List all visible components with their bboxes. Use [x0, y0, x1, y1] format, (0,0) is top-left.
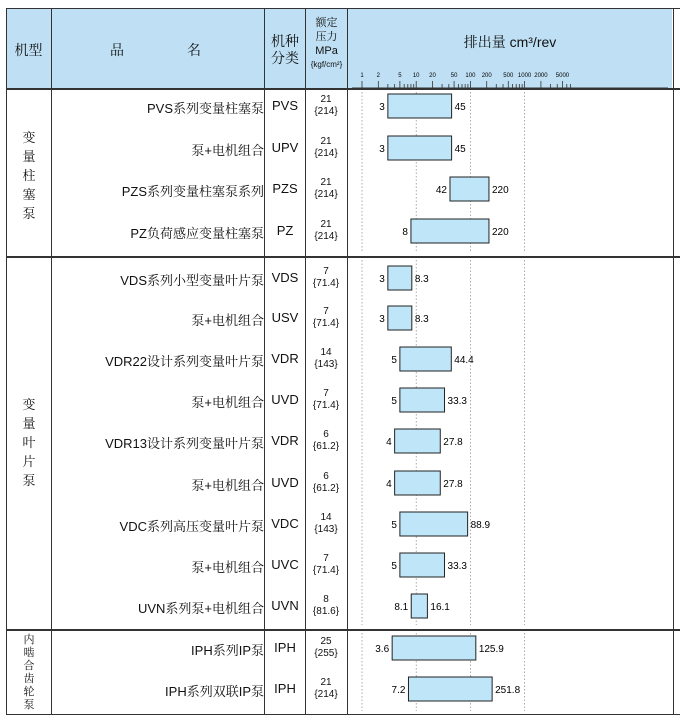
pressure-mpa: 21 — [320, 177, 332, 188]
pressure-kgf: {71.4} — [312, 565, 340, 576]
bar-max-label: 16.1 — [430, 602, 450, 613]
displacement-bar — [388, 266, 412, 290]
x-tick-label: 50 — [450, 73, 458, 79]
bar-max-label: 220 — [491, 227, 509, 238]
pressure-kgf: {255} — [314, 648, 338, 659]
pressure-mpa: 7 — [323, 306, 329, 317]
product-name: VDR13设计系列变量叶片泵 — [105, 436, 264, 451]
x-tick-label: 5 — [398, 73, 402, 79]
x-tick-label: 10 — [412, 73, 420, 79]
group-2-char: 内 — [23, 634, 35, 646]
product-code: VDS — [271, 270, 299, 285]
pressure-kgf: {143} — [314, 359, 338, 370]
bar-max-label: 8.3 — [414, 274, 429, 285]
product-code: UVD — [271, 475, 299, 490]
product-name: IPH系列双联IP泵 — [165, 684, 264, 699]
header-kind-line2: 分类 — [271, 50, 299, 66]
product-name: UVN系列泵+电机组合 — [137, 601, 264, 616]
pressure-kgf: {214} — [314, 189, 338, 200]
x-tick-label: 20 — [429, 73, 436, 79]
displacement-bar — [400, 553, 445, 577]
product-code: UPV — [271, 140, 299, 155]
product-code: UVC — [271, 557, 299, 572]
bar-min-label: 5 — [391, 561, 397, 572]
product-code: VDR — [271, 433, 299, 448]
x-tick-label: 2000 — [534, 73, 548, 79]
bar-max-label: 33.3 — [447, 396, 467, 407]
product-code: VDR — [271, 351, 299, 366]
group-2-char: 轮 — [23, 686, 35, 698]
product-name: VDR22设计系列变量叶片泵 — [105, 354, 264, 369]
header-pressure-line4: {kgf/cm²} — [310, 60, 343, 69]
product-name: VDS系列小型变量叶片泵 — [120, 273, 264, 288]
pressure-kgf: {71.4} — [312, 400, 340, 411]
pressure-kgf: {143} — [314, 524, 338, 535]
header-name-a: 品 — [110, 42, 124, 58]
displacement-bar — [388, 136, 452, 160]
pressure-kgf: {214} — [314, 148, 338, 159]
group-1-char: 叶 — [22, 435, 36, 450]
product-code: USV — [271, 310, 299, 325]
group-1-char: 片 — [22, 454, 36, 469]
pressure-mpa: 7 — [323, 266, 329, 277]
bar-min-label: 8.1 — [394, 602, 409, 613]
product-name: 泵+电机组合 — [191, 313, 264, 328]
group-2-char: 泵 — [23, 699, 35, 711]
x-tick-label: 200 — [481, 73, 492, 79]
pressure-mpa: 21 — [320, 677, 332, 688]
bar-min-label: 4 — [386, 437, 392, 448]
product-code: VDC — [271, 516, 299, 531]
displacement-bar — [411, 594, 427, 618]
displacement-bar — [392, 636, 476, 660]
chart-title: 排出量 cm³/rev — [463, 34, 557, 50]
group-0-char: 泵 — [22, 206, 36, 221]
x-tick-label: 1000 — [517, 73, 532, 79]
group-0-char: 柱 — [22, 168, 36, 183]
bar-min-label: 42 — [435, 185, 447, 196]
pressure-mpa: 14 — [320, 512, 332, 523]
header-name-b: 名 — [187, 42, 201, 58]
header-pressure-line1: 额定 — [315, 17, 338, 29]
pressure-mpa: 14 — [320, 347, 332, 358]
product-name: 泵+电机组合 — [191, 478, 264, 493]
pressure-mpa: 7 — [323, 553, 329, 564]
group-2-char: 合 — [23, 660, 35, 672]
bar-min-label: 5 — [391, 396, 397, 407]
product-code: IPH — [274, 640, 296, 655]
header-pressure-line2: 压力 — [315, 31, 338, 43]
pressure-mpa: 8 — [323, 594, 329, 605]
pressure-kgf: {214} — [314, 106, 338, 117]
displacement-bar — [395, 471, 441, 495]
product-name: IPH系列IP泵 — [191, 643, 264, 658]
group-0-char: 塞 — [22, 187, 36, 202]
header-kind-line1: 机种 — [271, 33, 299, 49]
displacement-bar — [400, 512, 468, 536]
product-code: PVS — [271, 98, 298, 113]
bar-min-label: 3 — [379, 144, 385, 155]
bar-min-label: 3 — [379, 274, 385, 285]
x-tick-label: 500 — [503, 73, 514, 79]
displacement-bar — [400, 347, 451, 371]
bar-min-label: 5 — [391, 520, 397, 531]
x-tick-label: 2 — [376, 73, 380, 79]
product-name: VDC系列高压变量叶片泵 — [119, 519, 264, 534]
pressure-kgf: {71.4} — [312, 318, 340, 329]
product-code: UVN — [271, 598, 299, 613]
group-0-char: 变 — [22, 130, 36, 145]
bar-max-label: 45 — [454, 102, 466, 113]
displacement-bar — [400, 388, 445, 412]
displacement-bar — [388, 94, 452, 118]
displacement-bar — [450, 177, 489, 201]
pressure-kgf: {81.6} — [312, 606, 340, 617]
bar-min-label: 3 — [379, 314, 385, 325]
bar-min-label: 3.6 — [375, 644, 390, 655]
bar-min-label: 4 — [386, 479, 392, 490]
product-name: PZS系列变量柱塞泵系列 — [121, 184, 264, 199]
pressure-mpa: 21 — [320, 94, 332, 105]
pressure-kgf: {61.2} — [312, 483, 340, 494]
pressure-kgf: {71.4} — [312, 278, 340, 289]
x-tick-label: 100 — [465, 73, 476, 79]
group-2-char: 齿 — [23, 673, 35, 685]
pressure-mpa: 7 — [323, 388, 329, 399]
bar-max-label: 27.8 — [443, 479, 463, 490]
bar-min-label: 5 — [391, 355, 397, 366]
bar-min-label: 3 — [379, 102, 385, 113]
product-code: UVD — [271, 392, 299, 407]
bar-max-label: 45 — [454, 144, 466, 155]
pressure-kgf: {214} — [314, 231, 338, 242]
header-pressure-line3: MPa — [315, 45, 338, 57]
displacement-bar — [388, 306, 412, 330]
displacement-bar — [395, 429, 441, 453]
pressure-kgf: {61.2} — [312, 441, 340, 452]
bar-max-label: 88.9 — [470, 520, 491, 531]
pressure-mpa: 21 — [320, 219, 332, 230]
bar-max-label: 27.8 — [443, 437, 463, 448]
group-2-char: 啮 — [23, 647, 35, 659]
pressure-kgf: {214} — [314, 689, 338, 700]
bar-max-label: 125.9 — [478, 644, 504, 655]
bar-max-label: 220 — [491, 185, 509, 196]
header-type: 机型 — [14, 42, 43, 58]
product-code: PZ — [276, 223, 294, 238]
bar-max-label: 33.3 — [447, 561, 467, 572]
pressure-mpa: 25 — [320, 636, 332, 647]
pressure-mpa: 6 — [323, 429, 329, 440]
product-name: 泵+电机组合 — [191, 560, 264, 575]
product-name: 泵+电机组合 — [191, 143, 264, 158]
group-1-char: 量 — [22, 416, 36, 431]
pressure-mpa: 21 — [320, 136, 332, 147]
x-tick-label: 1 — [360, 73, 364, 79]
product-name: 泵+电机组合 — [191, 395, 264, 410]
bar-max-label: 251.8 — [495, 685, 521, 696]
product-name: PZ负荷感应变量柱塞泵 — [130, 226, 264, 241]
bar-max-label: 8.3 — [414, 314, 429, 325]
displacement-bar — [411, 219, 489, 243]
product-name: PVS系列变量柱塞泵 — [146, 101, 264, 116]
bar-min-label: 8 — [402, 227, 408, 238]
product-code: IPH — [274, 681, 296, 696]
displacement-bar — [408, 677, 492, 701]
group-0-char: 量 — [22, 149, 36, 164]
group-1-char: 泵 — [22, 473, 36, 488]
x-tick-label: 5000 — [555, 73, 570, 79]
group-1-char: 变 — [22, 397, 36, 412]
pressure-mpa: 6 — [323, 471, 329, 482]
bar-max-label: 44.4 — [454, 355, 474, 366]
product-code: PZS — [272, 181, 298, 196]
bar-min-label: 7.2 — [391, 685, 406, 696]
